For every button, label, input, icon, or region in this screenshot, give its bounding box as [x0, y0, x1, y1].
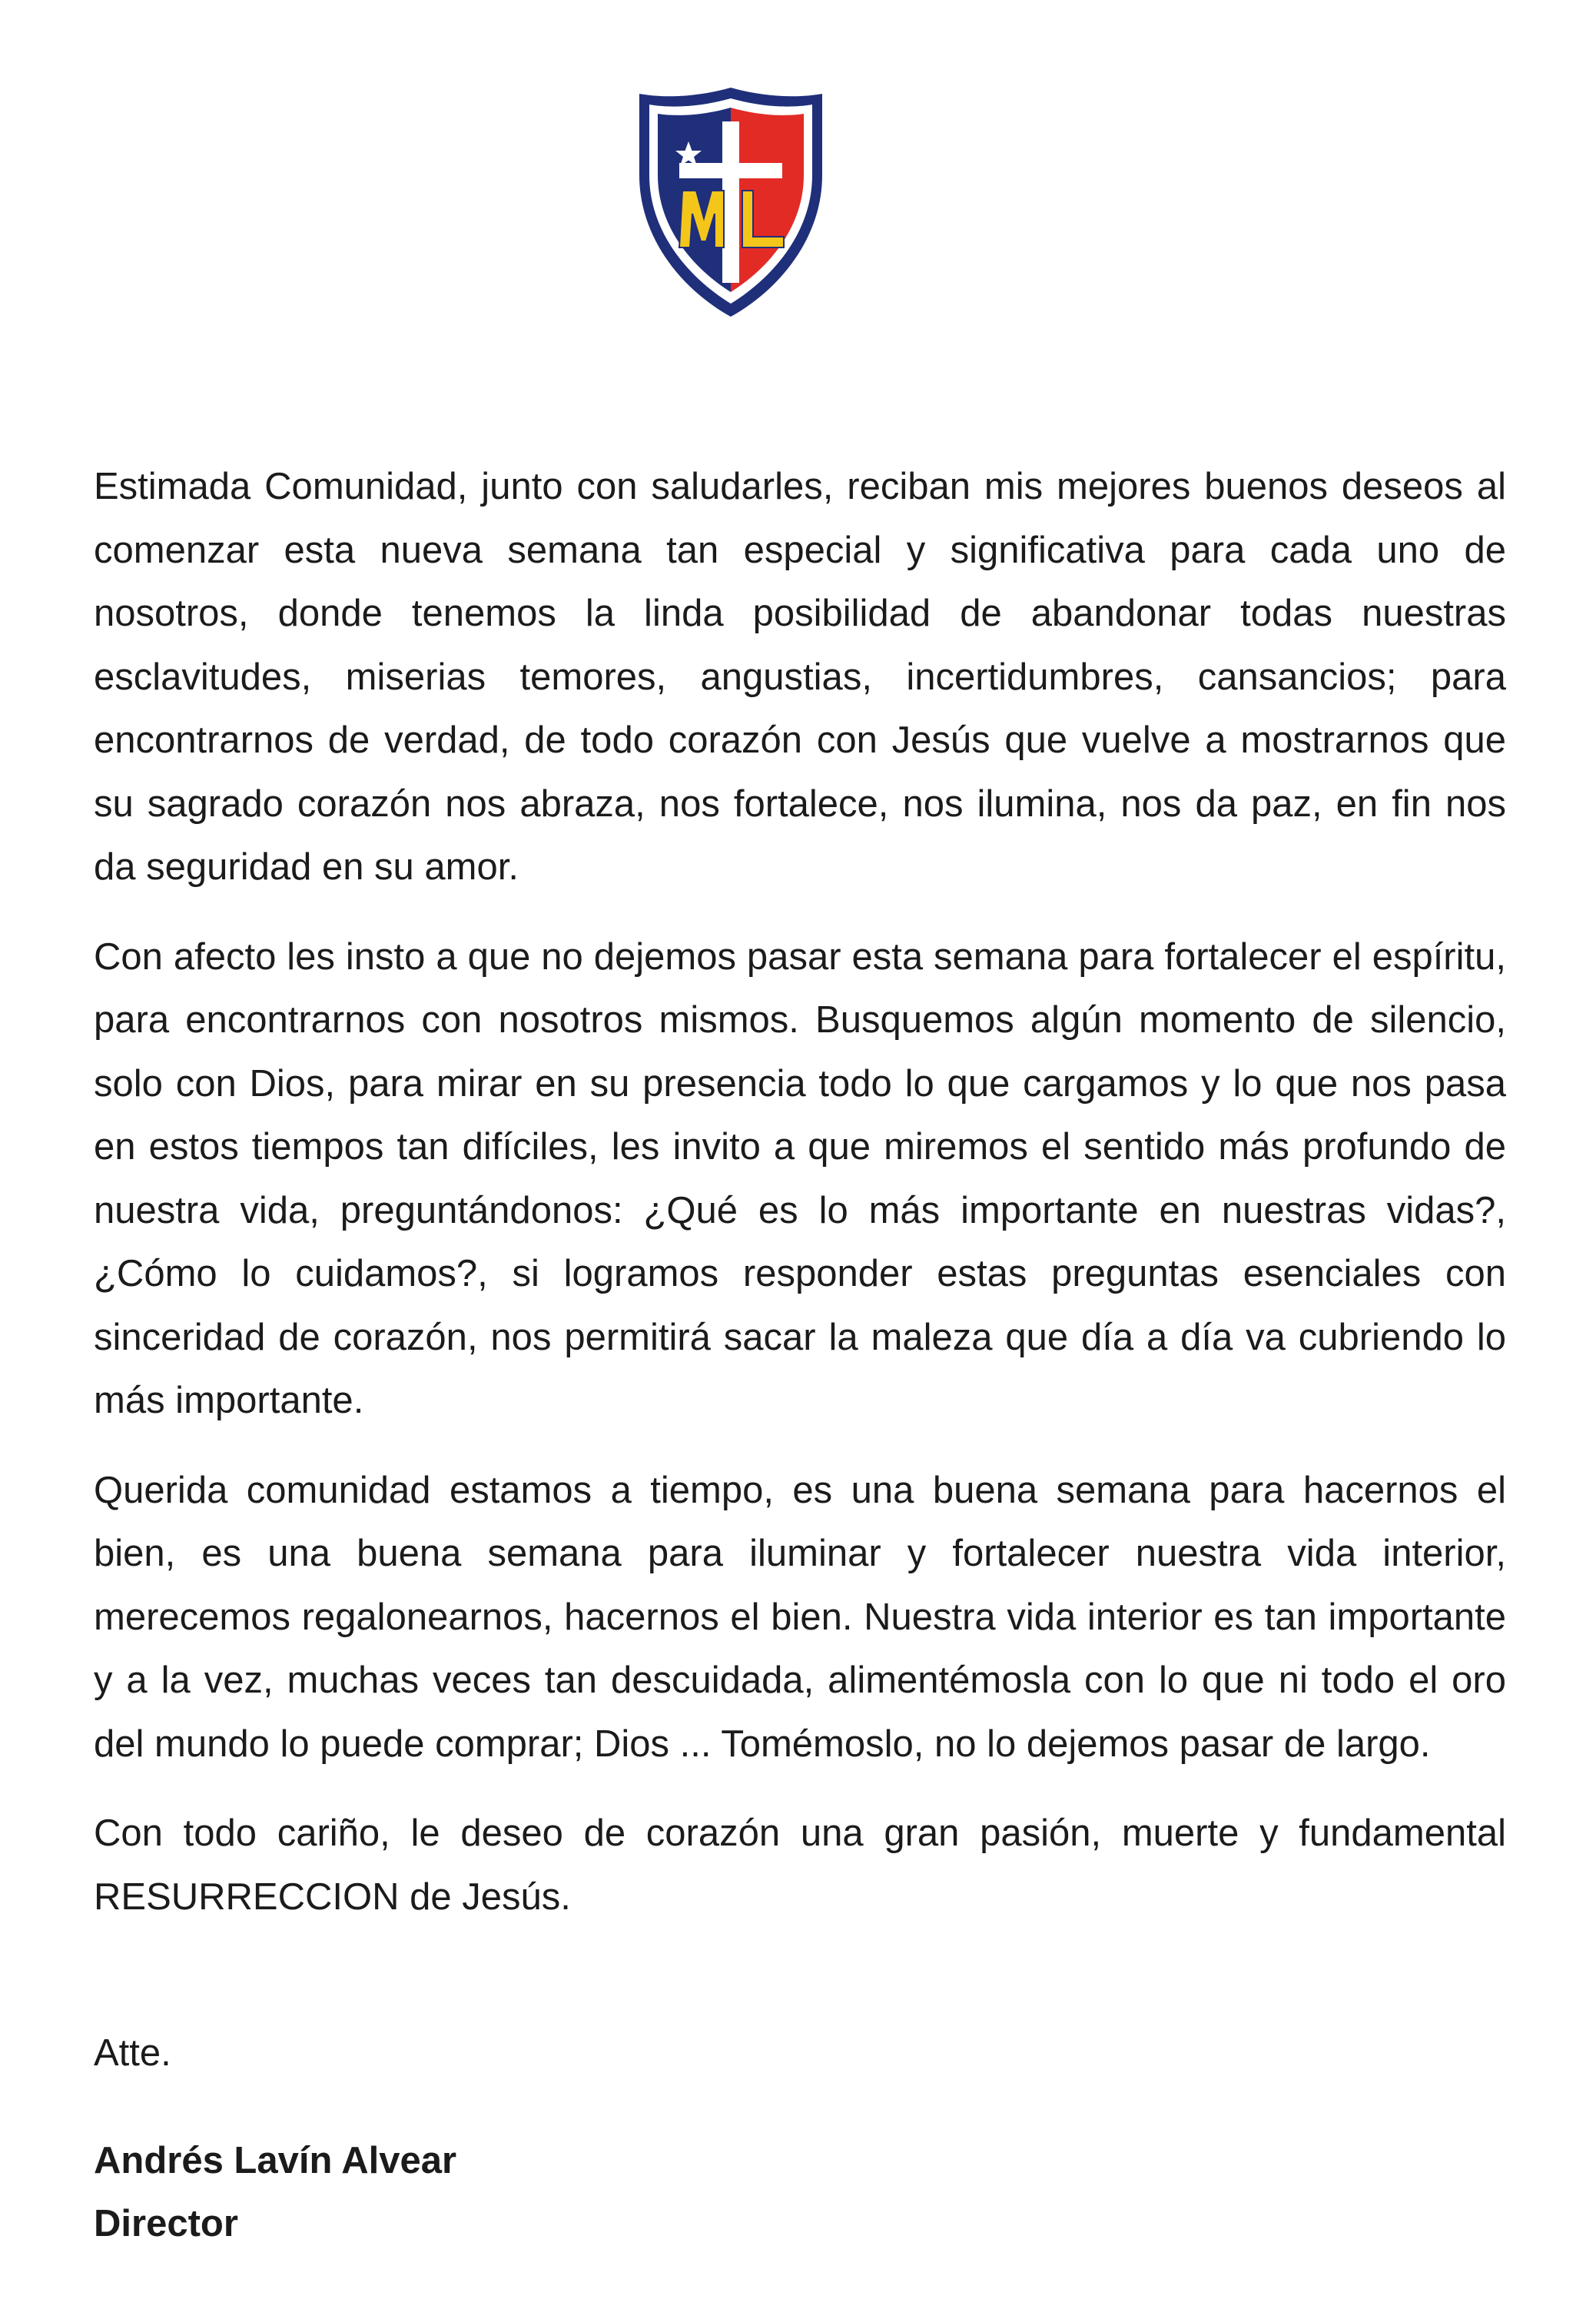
paragraph-invitation: Querida comunidad estamos a tiempo, es una buena semana para hacernos el bien, es una buena semana para iluminar y fortalecer nuestra vida interior, merecemos regalonearnos, hacernos el bien. Nuestra vida interior es tan importante y a la vez, muchas veces tan descuidada, alimentémosla con lo que ni todo el oro del mundo lo puede comprar; Dios ... Tomémoslo, no lo dejemos pasar de largo.: [94, 1469, 1506, 1765]
signature-title: Director: [94, 2203, 238, 2244]
closing-salutation: Atte.: [94, 2032, 171, 2074]
shield-icon: [635, 83, 827, 321]
school-crest-logo: [635, 83, 827, 321]
letter-body: [94, 455, 1506, 1955]
paragraph-reflection: Con afecto les insto a que no dejemos pasar esta semana para fortalecer el espíritu, para encontrarnos con nosotros mismos. Busquemos algún momento de silencio, solo con Dios, para mirar en su presencia todo lo que cargamos y lo que nos pasa en estos tiempos tan difíciles, les invito a que miremos el sentido más profundo de nuestra vida, preguntándonos: ¿Qué es lo más importante en nuestras vidas?, ¿Cómo lo cuidamos?, si logramos responder estas preguntas esenciales con sinceridad de corazón, nos permitirá sacar la maleza que día a día va cubriendo lo más importante.: [94, 935, 1506, 1421]
paragraph-blessing: Con todo cariño, le deseo de corazón una gran pasión, muerte y fundamental RESURRECCION de Jesús.: [94, 1812, 1506, 1918]
paragraph-greeting: Estimada Comunidad, junto con saludarles, reciban mis mejores buenos deseos al comenzar esta nueva semana tan especial y significativa para cada uno de nosotros, donde tenemos la linda posibilidad de abandonar todas nuestras esclavitudes, miserias temores, angustias, incertidumbres, cansancios; para encontrarnos de verdad, de todo corazón con Jesús que vuelve a mostrarnos que su sagrado corazón nos abraza, nos fortalece, nos ilumina, nos da paz, en fin nos da seguridad en su amor.: [94, 466, 1506, 888]
signature-block: [94, 2129, 456, 2255]
signature-name: Andrés Lavín Alvear: [94, 2140, 457, 2181]
